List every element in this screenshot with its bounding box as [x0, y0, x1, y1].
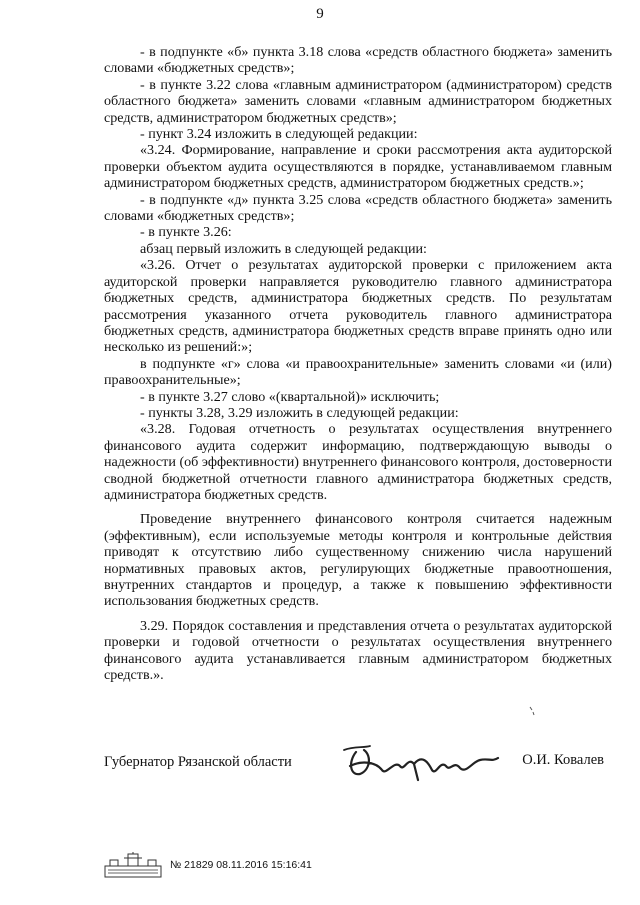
signatory-name: О.И. Ковалев	[522, 752, 604, 768]
paragraph-8: «3.26. Отчет о результатах аудиторской проверки с приложением акта аудиторской проверки направляется руководителю главного администратора бюджетных средств, администратора бюджетных средств. По результатам рассмотрения указанного отчета руководитель главного администратора бюджетных средств, администратора бюджетных средств вправе принять одно или несколько из решений:»;	[104, 257, 612, 356]
paragraph-1: - в подпункте «б» пункта 3.18 слова «средств областного бюджета» заменить словами «бюджетных средств»;	[104, 44, 612, 77]
paragraph-13: Проведение внутреннего финансового контроля считается надежным (эффективным), если используемые методы контроля и контрольные действия приводят к отсутствию либо существенному снижению числа нарушений нормативных правовых актов, регулирующих бюджетные правоотношения, внутренних стандартов и процедур, а также к повышению эффективности использования бюджетных средств.	[104, 511, 612, 610]
paragraph-7: абзац первый изложить в следующей редакции:	[140, 240, 427, 257]
page-number: 9	[316, 6, 324, 22]
paragraph-12: «3.28. Годовая отчетность о результатах осуществления внутреннего финансового аудита содержит информацию, подтверждающую выводы о надежности (об эффективности) внутреннего финансового контроля, достоверности сводной бюджетной отчетности главного администратора бюджетных средств, администратора бюджетных средств.	[104, 421, 612, 503]
paragraph-6: - в пункте 3.26:	[140, 224, 232, 241]
paragraph-2: - в пункте 3.22 слова «главным администратором (администратором) средств областного бюджета» заменить словами «главным администратором бюджетных средств, администратором бюджетных средств»;	[104, 76, 612, 126]
paragraph-4: «3.24. Формирование, направление и сроки рассмотрения акта аудиторской проверки объектом аудита осуществляются в порядке, устанавливаемом главным администратором бюджетных средств, администратором бюджетных средств.»;	[104, 142, 612, 192]
paragraph-9: в подпункте «г» слова «и правоохранительные» заменить словами «и (или) правоохранительные»;	[104, 355, 612, 389]
handwritten-signature	[342, 740, 504, 788]
paragraph-14: 3.29. Порядок составления и представления отчета о результатах аудиторской проверки и годовой отчетности о результатах осуществления внутреннего финансового аудита устанавливается главным администратором бюджетных средств.».	[104, 617, 612, 684]
document-body	[104, 44, 612, 683]
registration-stamp: № 21829 08.11.2016 15:16:41	[170, 859, 312, 871]
electronic-document-logo-icon	[104, 852, 162, 878]
paragraph-3: - пункт 3.24 изложить в следующей редакции:	[140, 126, 418, 143]
paragraph-11: - пункты 3.28, 3.29 изложить в следующей редакции:	[140, 404, 459, 421]
paragraph-5: - в подпункте «д» пункта 3.25 слова «средств областного бюджета» заменить словами «бюджетных средств»;	[104, 191, 612, 225]
signatory-title: Губернатор Рязанской области	[104, 754, 292, 770]
paragraph-10: - в пункте 3.27 слово «(квартальной)» исключить;	[140, 388, 440, 405]
stray-mark	[528, 706, 536, 716]
signature-block	[104, 746, 612, 786]
